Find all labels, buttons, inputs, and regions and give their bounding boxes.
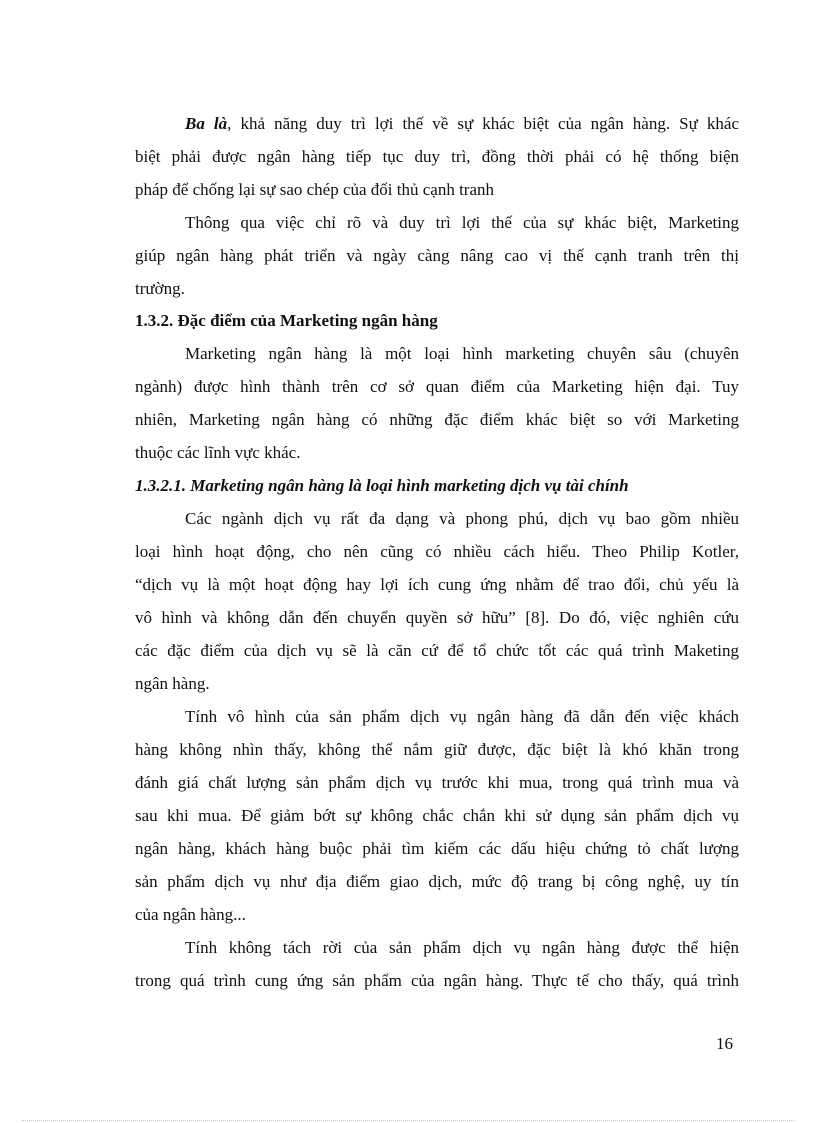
paragraph-vo-hinh-line-4: sau khi mua. Để giảm bớt sự không chắc chắn khi sử dụng sản phẩm dịch vụ: [135, 806, 739, 825]
paragraph-vo-hinh-line-2: hàng không nhìn thấy, không thể nắm giữ được, đặc biệt là khó khăn trong: [135, 740, 739, 759]
paragraph-cac-nganh-line-4: vô hình và không dẫn đến chuyển quyền sở hữu” [8]. Do đó, việc nghiên cứu: [135, 608, 739, 627]
paragraph-cac-nganh-line-1: Các ngành dịch vụ rất đa dạng và phong phú, dịch vụ bao gồm nhiều: [185, 509, 739, 528]
page-bottom-divider: [22, 1120, 794, 1121]
subsection-heading: 1.3.2.1. Marketing ngân hàng là loại hình marketing dịch vụ tài chính: [135, 476, 629, 495]
paragraph-thong-qua-line-1: Thông qua việc chỉ rõ và duy trì lợi thế của sự khác biệt, Marketing: [185, 213, 739, 232]
paragraph-marketing-line-2: ngành) được hình thành trên cơ sở quan điểm của Marketing hiện đại. Tuy: [135, 377, 739, 396]
lead-term: Ba là: [185, 114, 228, 133]
paragraph-thong-qua-line-2: giúp ngân hàng phát triển và ngày càng nâng cao vị thế cạnh tranh trên thị: [135, 246, 739, 265]
paragraph-cac-nganh-line-2: loại hình hoạt động, cho nên cũng có nhiều cách hiểu. Theo Philip Kotler,: [135, 542, 739, 561]
paragraph-khong-tach-roi-line-2: trong quá trình cung ứng sản phẩm của ngân hàng. Thực tế cho thấy, quá trình: [135, 971, 739, 990]
paragraph-thong-qua-line-3: trường.: [135, 279, 185, 298]
paragraph-marketing-line-3: nhiên, Marketing ngân hàng có những đặc điểm khác biệt so với Marketing: [135, 410, 739, 429]
page-number: 16: [716, 1034, 733, 1053]
paragraph-vo-hinh-line-3: đánh giá chất lượng sản phẩm dịch vụ trước khi mua, trong quá trình mua và: [135, 773, 739, 792]
paragraph-text: , khả năng duy trì lợi thế về sự khác biệt của ngân hàng. Sự khác: [227, 114, 739, 133]
paragraph-ba-la-line-3: pháp để chống lại sự sao chép của đối thủ cạnh tranh: [135, 180, 495, 199]
paragraph-marketing-line-1: Marketing ngân hàng là một loại hình marketing chuyên sâu (chuyên: [185, 344, 739, 363]
paragraph-vo-hinh-line-7: của ngân hàng...: [135, 905, 246, 924]
paragraph-khong-tach-roi-line-1: Tính không tách rời của sản phẩm dịch vụ ngân hàng được thể hiện: [185, 938, 739, 957]
paragraph-vo-hinh-line-5: ngân hàng, khách hàng buộc phải tìm kiếm các dấu hiệu chứng tỏ chất lượng: [135, 839, 739, 858]
section-heading: 1.3.2. Đặc điểm của Marketing ngân hàng: [135, 311, 438, 330]
paragraph-ba-la-line-2: biệt phải được ngân hàng tiếp tục duy trì, đồng thời phải có hệ thống biện: [135, 147, 739, 166]
paragraph-vo-hinh-line-1: Tính vô hình của sản phẩm dịch vụ ngân hàng đã dẫn đến việc khách: [185, 707, 739, 726]
paragraph-marketing-line-4: thuộc các lĩnh vực khác.: [135, 443, 301, 462]
paragraph-vo-hinh-line-6: sản phẩm dịch vụ như địa điểm giao dịch, mức độ trang bị công nghệ, uy tín: [135, 872, 739, 891]
paragraph-cac-nganh-line-6: ngân hàng.: [135, 674, 210, 693]
paragraph-cac-nganh-line-5: các đặc điểm của dịch vụ sẽ là căn cứ để tổ chức tốt các quá trình Maketing: [135, 641, 739, 660]
paragraph-cac-nganh-line-3: “dịch vụ là một hoạt động hay lợi ích cung ứng nhằm để trao đổi, chủ yếu là: [135, 575, 739, 594]
paragraph-ba-la-line-1: [135, 108, 739, 140]
